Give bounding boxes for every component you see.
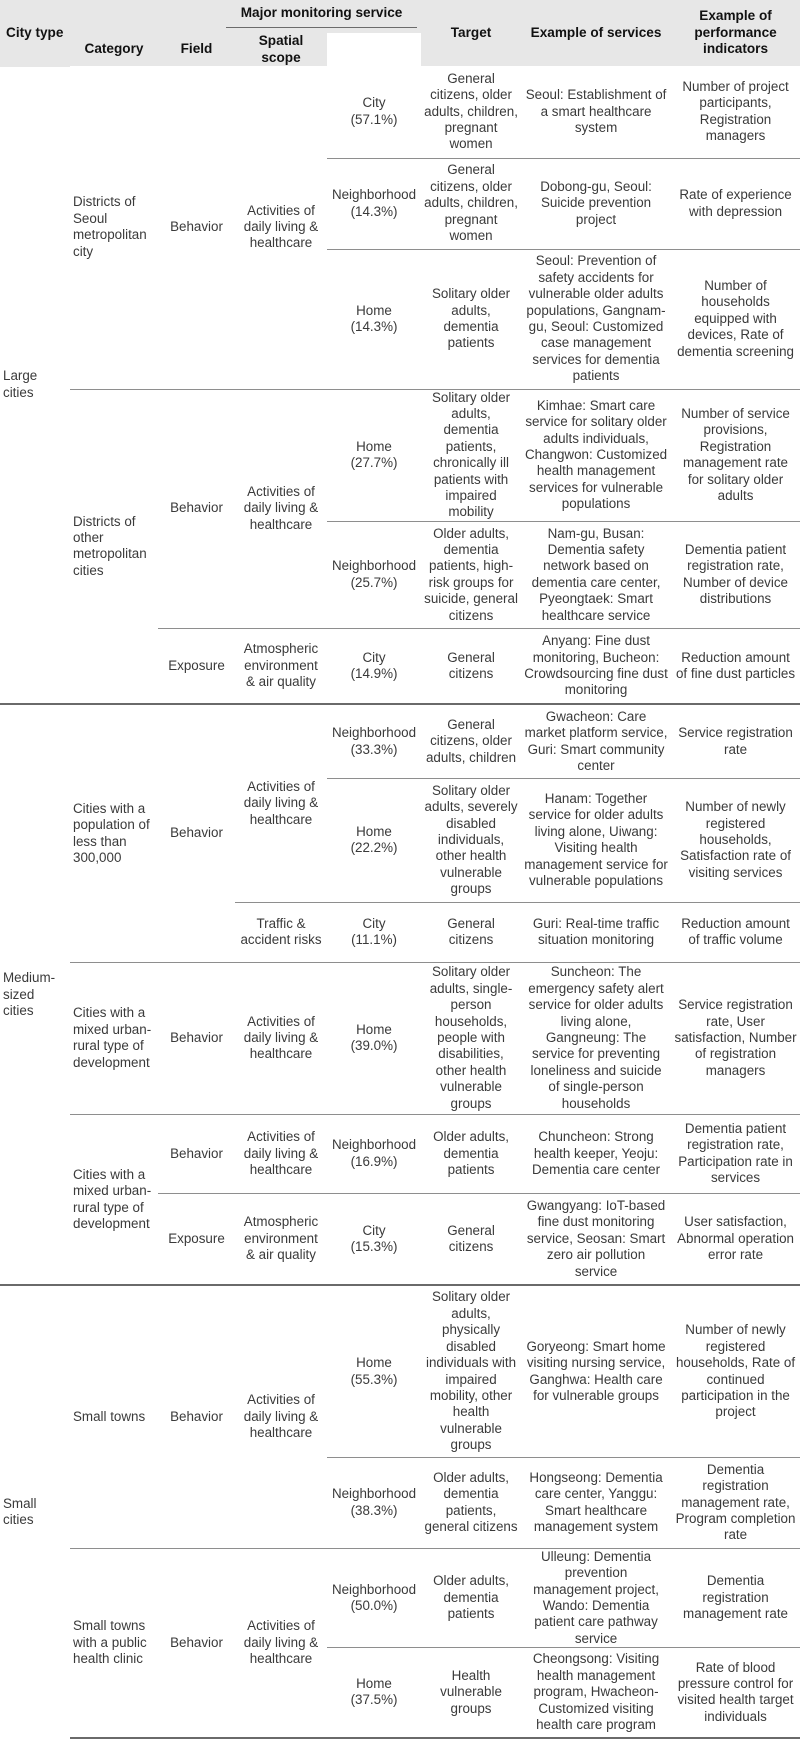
scope-cell: Neighborhood (33.3%) xyxy=(327,704,421,778)
category-cell: Behavior xyxy=(158,704,235,962)
category-cell: Exposure xyxy=(158,628,235,704)
example-cell: Hongseong: Dementia care center, Yanggu: Smart healthcare management system xyxy=(521,1457,671,1548)
indicator-cell: Reduction amount of fine dust particles xyxy=(671,628,800,704)
scope-cell: Neighborhood (38.3%) xyxy=(327,1457,421,1548)
category-cell: Behavior xyxy=(158,1548,235,1737)
example-cell: Seoul: Establishment of a smart healthcare system xyxy=(525,87,667,135)
scope-cell: Neighborhood (25.7%) xyxy=(327,521,421,628)
indicator-cell: Dementia patient registration rate, Number of device distributions xyxy=(671,521,800,628)
target-cell: Solitary older adults, dementia patients xyxy=(421,249,521,389)
category-cell: Behavior xyxy=(158,962,235,1114)
indicator-cell: Service registration rate, User satisfaction, Number of registration managers xyxy=(671,962,800,1114)
target-cell: General citizens xyxy=(421,1193,521,1285)
example-cell: Guri: Real-time traffic situation monitoring xyxy=(521,902,671,962)
scope-cell: Neighborhood (14.3%) xyxy=(327,158,421,249)
scope-cell: Neighborhood (50.0%) xyxy=(327,1548,421,1647)
indicator-cell: Rate of blood pressure control for visited health target individuals xyxy=(671,1648,800,1738)
city-type-cell: Small cities xyxy=(0,1285,70,1737)
example-cell: Seoul: Prevention of safety accidents for vulnerable older adults populations, Gangnam-gu, Seoul: Customized case management services for dementia patients xyxy=(521,249,671,389)
field-cell: Activities of daily living & healthcare xyxy=(235,704,327,902)
category-cell: Exposure xyxy=(158,1193,235,1285)
indicator-cell: Number of service provisions, Registration management rate for solitary older adults xyxy=(671,389,800,521)
header-category: Category xyxy=(70,33,158,66)
indicator-cell: Reduction amount of traffic volume xyxy=(671,902,800,962)
subtype-cell: Districts of Seoul metropolitan city xyxy=(73,194,147,259)
scope-cell: City (15.3%) xyxy=(327,1193,421,1285)
field-cell: Atmospheric environment & air quality xyxy=(235,628,327,704)
subtype-cell: Districts of other metropolitan cities xyxy=(70,389,158,704)
field-cell: Traffic & accident risks xyxy=(235,902,327,962)
header-spatial-scope: Spatial scope xyxy=(235,33,327,66)
target-cell: Solitary older adults, physically disabled individuals with impaired mobility, other health vulnerable groups xyxy=(421,1285,521,1457)
field-cell: Activities of daily living & healthcare xyxy=(235,1285,327,1548)
city-type-cell: Medium-sized cities xyxy=(0,704,70,1285)
indicator-cell: Number of project participants, Registration managers xyxy=(682,78,789,144)
scope-cell: Home (14.3%) xyxy=(327,249,421,389)
scope-cell: Home (22.2%) xyxy=(327,778,421,902)
indicator-cell: Rate of experience with depression xyxy=(671,158,800,249)
indicator-cell: Dementia registration management rate, Program completion rate xyxy=(671,1457,800,1548)
target-cell: Health vulnerable groups xyxy=(421,1648,521,1738)
scope-cell: Neighborhood (16.9%) xyxy=(327,1114,421,1193)
indicator-cell: Number of households equipped with devices, Rate of dementia screening xyxy=(671,249,800,389)
header-city-type: City type xyxy=(0,0,70,66)
field-cell: Activities of daily living & healthcare xyxy=(235,389,327,628)
example-cell: Hanam: Together service for older adults living alone, Uiwang: Visiting health management service for vulnerable populations xyxy=(521,778,671,902)
example-cell: Kimhae: Smart care service for solitary older adults individuals, Changwon: Customized health management services for vulnerable populations xyxy=(521,389,671,521)
table-row xyxy=(0,389,800,521)
target-cell: General citizens, older adults, children xyxy=(421,704,521,778)
indicator-cell: Dementia registration management rate xyxy=(671,1548,800,1647)
header-major-monitoring-service xyxy=(70,0,421,33)
target-cell: Solitary older adults, severely disabled individuals, other health vulnerable groups xyxy=(421,778,521,902)
table-row xyxy=(0,962,800,1114)
table-row xyxy=(0,1114,800,1193)
subtype-cell: Small towns with a public health clinic xyxy=(70,1548,158,1737)
target-cell: Older adults, dementia patients xyxy=(421,1548,521,1647)
scope-cell: City (57.1%) xyxy=(350,95,398,127)
example-cell: Anyang: Fine dust monitoring, Bucheon: Crowdsourcing fine dust monitoring xyxy=(521,628,671,704)
target-cell: General citizens xyxy=(421,902,521,962)
target-cell: General citizens xyxy=(421,628,521,704)
category-cell: Behavior xyxy=(158,1114,235,1193)
header-target: Target xyxy=(421,0,521,66)
target-cell: Older adults, dementia patients, high-risk groups for suicide, general citizens xyxy=(421,521,521,628)
example-cell: Goryeong: Smart home visiting nursing service, Ganghwa: Health care for vulnerable groups xyxy=(521,1285,671,1457)
field-cell: Activities of daily living & healthcare xyxy=(235,1114,327,1193)
field-cell: Activities of daily living & healthcare xyxy=(235,1548,327,1737)
target-cell: General citizens, older adults, children, pregnant women xyxy=(421,158,521,249)
indicator-cell: User satisfaction, Abnormal operation error rate xyxy=(671,1193,800,1285)
table-row xyxy=(0,704,800,778)
subtype-cell: Cities with a population of less than 300,000 xyxy=(70,704,158,962)
field-cell: Atmospheric environment & air quality xyxy=(235,1193,327,1285)
example-cell: Dobong-gu, Seoul: Suicide prevention project xyxy=(521,158,671,249)
example-cell: Cheongsong: Visiting health management program, Hwacheon-Customized visiting health care program xyxy=(521,1648,671,1738)
subtype-cell: Cities with a mixed urban-rural type of development xyxy=(70,1114,158,1285)
table-row xyxy=(0,1548,800,1647)
target-cell: Solitary older adults, dementia patients, chronically ill patients with impaired mobility xyxy=(421,389,521,521)
target-cell: Older adults, dementia patients xyxy=(421,1114,521,1193)
category-cell: Behavior xyxy=(170,219,223,235)
subtype-cell: Cities with a mixed urban-rural type of development xyxy=(70,962,158,1114)
header-performance-indicators: Example of performance indicators xyxy=(671,0,800,66)
target-cell: Solitary older adults, single-person households, people with disabilities, other health vulnerable groups xyxy=(421,962,521,1114)
example-cell: Gwangyang: IoT-based fine dust monitoring service, Seosan: Smart zero air pollution service xyxy=(521,1193,671,1285)
category-cell: Behavior xyxy=(158,1285,235,1548)
field-cell: Activities of daily living & healthcare xyxy=(235,962,327,1114)
example-cell: Ulleung: Dementia prevention management project, Wando: Dementia patient care pathway service xyxy=(521,1548,671,1647)
header-example-of-services: Example of services xyxy=(521,0,671,66)
example-cell: Gwacheon: Care market platform service, Guri: Smart community center xyxy=(521,704,671,778)
scope-cell: City (14.9%) xyxy=(327,628,421,704)
scope-cell: Home (55.3%) xyxy=(327,1285,421,1457)
table-row xyxy=(0,66,800,158)
indicator-cell: Number of newly registered households, Satisfaction rate of visiting services xyxy=(671,778,800,902)
field-cell: Activities of daily living & healthcare xyxy=(243,202,319,251)
category-cell: Behavior xyxy=(158,389,235,628)
table-row xyxy=(0,1285,800,1457)
example-cell: Nam-gu, Busan: Dementia safety network based on dementia care center, Pyeongtaek: Smart healthcare service xyxy=(521,521,671,628)
scope-cell: Home (27.7%) xyxy=(327,389,421,521)
indicator-cell: Number of newly registered households, Rate of continued participation in the project xyxy=(671,1285,800,1457)
city-type-cell: Large cities xyxy=(3,368,38,400)
subtype-cell: Small towns xyxy=(70,1285,158,1548)
header-field: Field xyxy=(158,33,235,66)
scope-cell: Home (37.5%) xyxy=(327,1648,421,1738)
header-major-label: Major monitoring service xyxy=(226,5,417,29)
scope-cell: City (11.1%) xyxy=(327,902,421,962)
example-cell: Chuncheon: Strong health keeper, Yeoju: Dementia care center xyxy=(521,1114,671,1193)
example-cell: Suncheon: The emergency safety alert service for older adults living alone, Gangneung: The service for preventing loneliness and suicide of single-person households xyxy=(521,962,671,1114)
indicator-cell: Service registration rate xyxy=(671,704,800,778)
target-cell: General citizens, older adults, children, pregnant women xyxy=(424,70,518,152)
indicator-cell: Dementia patient registration rate, Participation rate in services xyxy=(671,1114,800,1193)
scope-cell: Home (39.0%) xyxy=(327,962,421,1114)
target-cell: Older adults, dementia patients, general citizens xyxy=(421,1457,521,1548)
